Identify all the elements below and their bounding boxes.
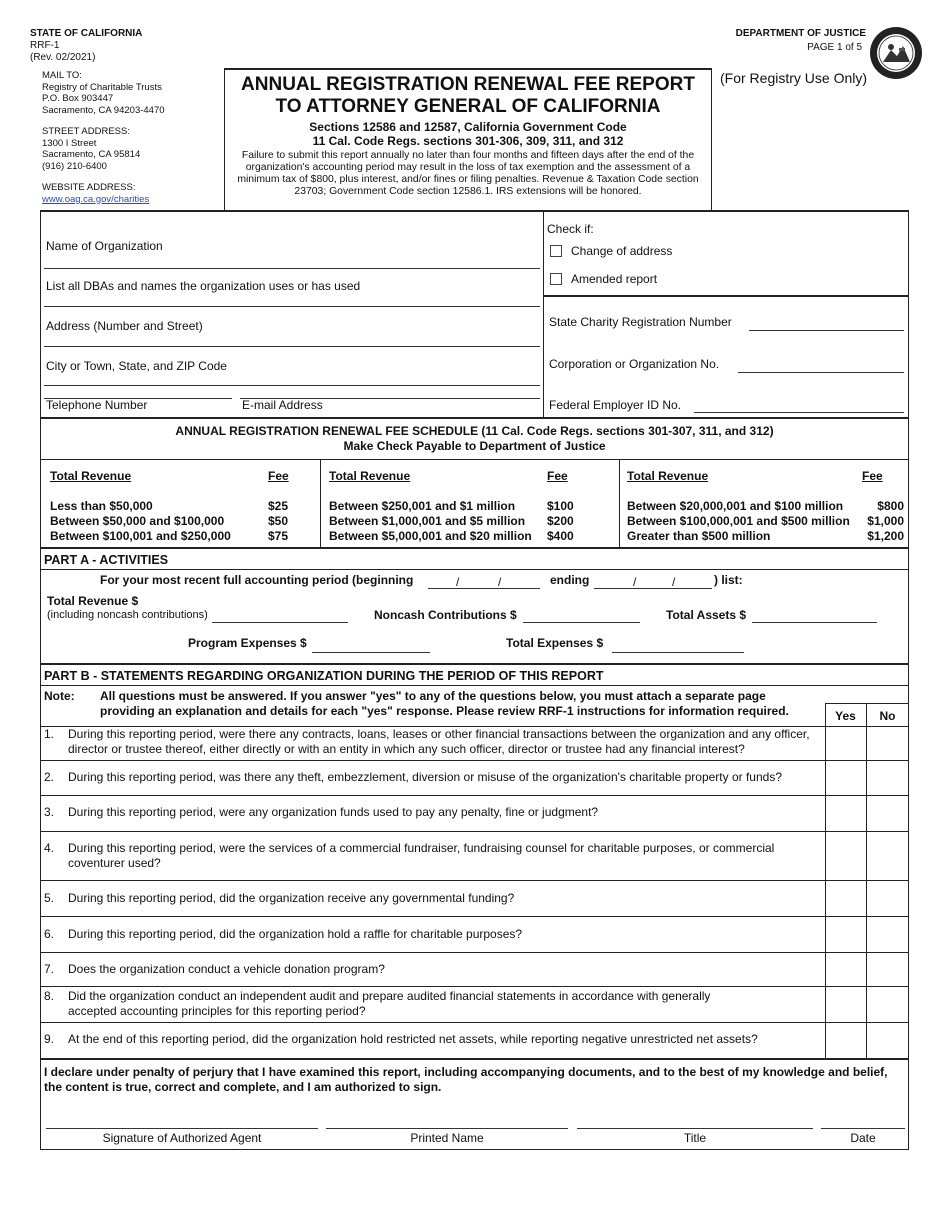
email-input[interactable] xyxy=(240,398,540,399)
question-rule xyxy=(40,1022,909,1023)
question-rule xyxy=(40,831,909,832)
question-text: Did the organization conduct an independent audit and prepare audited financial statements in accordance with generally accepted accounting principles for this reporting period? xyxy=(68,989,711,1018)
printed-name-line[interactable] xyxy=(326,1128,568,1129)
fee-col2-amounts xyxy=(547,499,574,544)
page-number: PAGE 1 of 5 xyxy=(807,42,862,53)
website-label: WEBSITE ADDRESS: xyxy=(42,182,136,193)
yes-column-header: Yes xyxy=(835,709,856,723)
fee-amount: $1,000 xyxy=(867,514,904,528)
org-name-input[interactable] xyxy=(44,268,540,269)
fee-amount: $1,200 xyxy=(867,529,904,543)
question-text: Does the organization conduct a vehicle donation program? xyxy=(68,962,385,976)
question-text: During this reporting period, did the organization hold a raffle for charitable purposes? xyxy=(68,927,523,941)
part-a-title-rule xyxy=(40,569,909,570)
question-rule xyxy=(40,986,909,987)
email-label: E-mail Address xyxy=(242,398,323,412)
change-of-address-checkbox[interactable] xyxy=(550,245,562,257)
report-title-line2: TO ATTORNEY GENERAL OF CALIFORNIA xyxy=(275,96,661,117)
noncash-contributions-input[interactable] xyxy=(523,622,640,623)
fee-amount: $200 xyxy=(547,514,574,528)
statute-line1: Sections 12586 and 12587, California Government Code xyxy=(309,120,627,134)
street-address-label: STREET ADDRESS: xyxy=(42,126,130,137)
fee-col1-fee-header: Fee xyxy=(268,469,289,483)
question-number: 8. xyxy=(44,989,55,1003)
question-number: 3. xyxy=(44,805,55,819)
statute-line2: 11 Cal. Code Regs. sections 301-306, 309, 311, and 312 xyxy=(312,134,624,148)
total-assets-input[interactable] xyxy=(752,622,877,623)
question-number: 7. xyxy=(44,962,55,976)
total-revenue-input[interactable] xyxy=(212,622,348,623)
question-rule xyxy=(40,916,909,917)
fee-amount: $75 xyxy=(268,529,289,543)
form-revision: (Rev. 02/2021) xyxy=(30,52,96,63)
form-id: RRF-1 xyxy=(30,40,60,51)
registry-use-label: (For Registry Use Only) xyxy=(720,70,868,86)
question-rule xyxy=(40,760,909,761)
corporation-number-label: Corporation or Organization No. xyxy=(549,357,720,371)
fee-range: Between $5,000,001 and $20 million xyxy=(329,529,532,543)
department-label: DEPARTMENT OF JUSTICE xyxy=(735,28,866,39)
part-a-title: PART A - ACTIVITIES xyxy=(44,553,169,567)
state-label: STATE OF CALIFORNIA xyxy=(30,28,143,39)
fee-schedule-heading xyxy=(40,424,909,454)
fee-col-divider xyxy=(619,459,620,547)
fein-input[interactable] xyxy=(694,412,904,413)
report-title-line1: ANNUAL REGISTRATION RENEWAL FEE REPORT xyxy=(241,74,695,95)
mail-to-label: MAIL TO: xyxy=(42,70,82,81)
accounting-period-label: For your most recent full accounting period (beginning xyxy=(100,573,414,587)
period-list-label: ) list: xyxy=(714,573,743,587)
no-column-header: No xyxy=(879,709,896,723)
question-number: 2. xyxy=(44,770,55,784)
printed-name-label: Printed Name xyxy=(410,1131,484,1145)
fee-range: Between $1,000,001 and $5 million xyxy=(329,514,526,528)
address-label: Address (Number and Street) xyxy=(46,319,203,333)
period-end-input[interactable] xyxy=(594,588,712,589)
report-title xyxy=(224,74,712,118)
question-text: During this reporting period, were any organization funds used to pay any penalty, fine or judgment? xyxy=(68,805,599,819)
mailing-address-block xyxy=(42,70,165,205)
date-slash: / xyxy=(498,575,502,589)
charity-registration-label: State Charity Registration Number xyxy=(549,315,732,329)
fee-col3-ranges xyxy=(627,499,850,544)
mail-to-line: P.O. Box 903447 xyxy=(42,93,114,104)
part-b-note-line1: All questions must be answered. If you answer "yes" to any of the questions below, you must attach a separate page xyxy=(100,689,766,703)
fee-amount: $50 xyxy=(268,514,289,528)
fee-amount: $25 xyxy=(268,499,289,513)
fee-range: Less than $50,000 xyxy=(50,499,153,513)
charity-registration-input[interactable] xyxy=(749,330,904,331)
question-number: 4. xyxy=(44,841,55,855)
fee-col3-fee-header: Fee xyxy=(862,469,883,483)
check-if-label: Check if: xyxy=(547,222,594,236)
fee-col1-revenue-header: Total Revenue xyxy=(50,469,132,483)
question-number: 6. xyxy=(44,927,55,941)
street-line: 1300 I Street xyxy=(42,137,97,149)
website-link[interactable]: www.oag.ca.gov/charities xyxy=(42,193,150,205)
part-a-top-rule xyxy=(40,547,909,549)
part-b-title-rule xyxy=(40,685,909,686)
question-text: During this reporting period, were the services of a commercial fundraiser, fundraising counsel for charitable purposes, or commercial coventurer used? xyxy=(68,841,775,870)
total-expenses-input[interactable] xyxy=(612,652,744,653)
statute-references xyxy=(224,120,712,148)
amended-report-checkbox[interactable] xyxy=(550,273,562,285)
total-revenue-label: Total Revenue $ xyxy=(47,594,139,608)
part-b-title: PART B - STATEMENTS REGARDING ORGANIZATION DURING THE PERIOD OF THIS REPORT xyxy=(44,669,604,683)
signature-line[interactable] xyxy=(46,1128,318,1129)
fee-col3-amounts xyxy=(867,499,904,544)
fee-col2-fee-header: Fee xyxy=(547,469,568,483)
signature-label: Signature of Authorized Agent xyxy=(102,1131,262,1145)
yes-no-header-top xyxy=(825,703,909,704)
fee-col-divider xyxy=(320,459,321,547)
org-name-label: Name of Organization xyxy=(46,239,163,253)
mail-to-line: Registry of Charitable Trusts xyxy=(42,81,162,93)
date-slash: / xyxy=(672,575,676,589)
check-section-divider xyxy=(544,295,909,297)
city-label: City or Town, State, and ZIP Code xyxy=(46,359,227,373)
question-number: 9. xyxy=(44,1032,55,1046)
date-slash: / xyxy=(633,575,637,589)
fee-amount: $100 xyxy=(547,499,574,513)
date-slash: / xyxy=(456,575,460,589)
question-rule xyxy=(40,795,909,796)
title-line[interactable] xyxy=(577,1128,813,1129)
address-input[interactable] xyxy=(44,346,540,347)
part-b-note xyxy=(100,689,824,719)
total-assets-label: Total Assets $ xyxy=(666,608,747,622)
street-line: (916) 210-6400 xyxy=(42,160,107,172)
date-line[interactable] xyxy=(821,1128,905,1129)
city-input[interactable] xyxy=(44,385,540,386)
question-rule xyxy=(40,880,909,881)
street-line: Sacramento, CA 95814 xyxy=(42,149,141,160)
program-expenses-label: Program Expenses $ xyxy=(188,636,307,650)
fee-schedule-top-rule xyxy=(40,417,909,419)
fee-amount: $800 xyxy=(877,499,904,513)
fee-range: Between $20,000,001 and $100 million xyxy=(627,499,844,513)
question-text: At the end of this reporting period, did the organization hold restricted net assets, while reporting negative unrestricted net assets? xyxy=(68,1032,758,1046)
dbas-label: List all DBAs and names the organization uses or has used xyxy=(46,279,361,293)
amended-report-label: Amended report xyxy=(571,272,658,286)
declaration-text: I declare under penalty of perjury that I have examined this report, including accompanying documents, and to the best of my knowledge and belief, the content is true, correct and complete, and I am authorized to sign. xyxy=(44,1065,888,1094)
fee-schedule-title: ANNUAL REGISTRATION RENEWAL FEE SCHEDULE (11 Cal. Code Regs. sections 301-307, 311, and 312) xyxy=(175,424,774,438)
note-label: Note: xyxy=(44,689,75,703)
noncash-contributions-label: Noncash Contributions $ xyxy=(374,608,517,622)
fee-range: Between $250,001 and $1 million xyxy=(329,499,516,513)
fee-col3-revenue-header: Total Revenue xyxy=(627,469,709,483)
question-text: During this reporting period, were there any contracts, loans, leases or other financial transactions between the organization and any officer, director or trustee thereof, either directly or with an entity in which any such officer, director or trustee had any financial interest? xyxy=(68,727,810,756)
declaration-top-rule xyxy=(40,1058,909,1060)
total-expenses-label: Total Expenses $ xyxy=(506,636,604,650)
title-label: Title xyxy=(683,1131,707,1145)
phone-label: Telephone Number xyxy=(46,398,148,412)
question-text: During this reporting period, did the organization receive any governmental funding? xyxy=(68,891,515,905)
phone-input[interactable] xyxy=(44,398,232,399)
period-ending-label: ending xyxy=(550,573,590,587)
fee-amount: $400 xyxy=(547,529,574,543)
part-b-top-rule xyxy=(40,663,909,665)
change-of-address-label: Change of address xyxy=(571,244,673,258)
question-number: 1. xyxy=(44,727,55,741)
california-doj-seal-icon xyxy=(869,26,923,80)
fee-range: Between $100,000,001 and $500 million xyxy=(627,514,850,528)
fee-col2-ranges xyxy=(329,499,532,544)
fee-col1-ranges xyxy=(50,499,231,544)
fee-schedule-header-rule xyxy=(40,459,909,460)
fee-range: Between $50,000 and $100,000 xyxy=(50,514,225,528)
date-label: Date xyxy=(850,1131,876,1145)
program-expenses-input[interactable] xyxy=(312,652,430,653)
corporation-number-input[interactable] xyxy=(738,372,904,373)
filing-warning: Failure to submit this report annually no later than four months and fifteen days after the end of the organization's accounting period may result in the loss of tax exemption and the assessment of a minimum tax of $800, plus interest, and/or fines or filing penalties. Revenue & Taxation Code section 23703; Government Code section 12586.1. IRS extensions will be honored. xyxy=(237,150,699,197)
including-noncash-note: (including noncash contributions) xyxy=(47,609,208,621)
period-begin-input[interactable] xyxy=(428,588,540,589)
fein-label: Federal Employer ID No. xyxy=(549,398,682,412)
dbas-input[interactable] xyxy=(44,306,540,307)
question-number: 5. xyxy=(44,891,55,905)
fee-range: Greater than $500 million xyxy=(627,529,771,543)
org-section-divider xyxy=(543,211,544,417)
question-rule xyxy=(40,952,909,953)
fee-col1-amounts xyxy=(268,499,288,544)
fee-range: Between $100,001 and $250,000 xyxy=(50,529,231,543)
mail-to-line: Sacramento, CA 94203-4470 xyxy=(42,104,165,116)
fee-col2-revenue-header: Total Revenue xyxy=(329,469,411,483)
part-b-note-line2: providing an explanation and details for each "yes" response. Please review RRF-1 instructions for information required. xyxy=(100,704,789,718)
question-text: During this reporting period, was there any theft, embezzlement, diversion or misuse of the organization's charitable property or funds? xyxy=(68,770,782,784)
fee-schedule-subtitle: Make Check Payable to Department of Justice xyxy=(343,439,606,453)
